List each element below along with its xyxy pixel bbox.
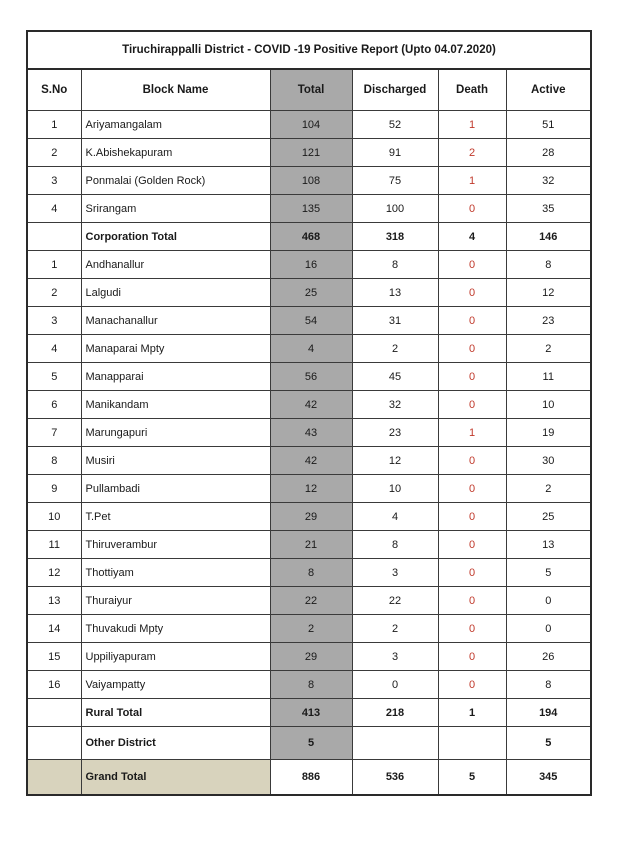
cell-total: 16 xyxy=(270,251,352,279)
cell-active: 30 xyxy=(506,447,590,475)
cell-total: 135 xyxy=(270,195,352,223)
table-row xyxy=(28,111,590,139)
cell-sno: 16 xyxy=(28,671,81,699)
cell-sno: 2 xyxy=(28,279,81,307)
cell-discharged: 22 xyxy=(352,587,438,615)
cell-active: 194 xyxy=(506,699,590,727)
covid-report-table xyxy=(26,30,592,796)
table-row xyxy=(28,391,590,419)
cell-active: 32 xyxy=(506,167,590,195)
cell-sno: 3 xyxy=(28,167,81,195)
cell-name: Musiri xyxy=(81,447,270,475)
cell-death: 0 xyxy=(438,671,506,699)
cell-sno xyxy=(28,699,81,727)
header-total: Total xyxy=(270,70,352,111)
cell-death: 0 xyxy=(438,615,506,643)
cell-active: 10 xyxy=(506,391,590,419)
cell-total: 121 xyxy=(270,139,352,167)
cell-death: 0 xyxy=(438,531,506,559)
cell-discharged: 13 xyxy=(352,279,438,307)
header-active: Active xyxy=(506,70,590,111)
cell-active: 5 xyxy=(506,727,590,760)
cell-total: 8 xyxy=(270,671,352,699)
cell-active: 146 xyxy=(506,223,590,251)
report-body xyxy=(28,111,590,795)
cell-total: 29 xyxy=(270,503,352,531)
cell-discharged: 100 xyxy=(352,195,438,223)
cell-total: 104 xyxy=(270,111,352,139)
cell-discharged: 2 xyxy=(352,335,438,363)
cell-name: Rural Total xyxy=(81,699,270,727)
cell-total: 21 xyxy=(270,531,352,559)
cell-active: 51 xyxy=(506,111,590,139)
cell-discharged: 3 xyxy=(352,559,438,587)
cell-discharged: 0 xyxy=(352,671,438,699)
cell-name: Pullambadi xyxy=(81,475,270,503)
cell-active: 2 xyxy=(506,335,590,363)
cell-sno: 4 xyxy=(28,195,81,223)
cell-total: 56 xyxy=(270,363,352,391)
rural-total-row xyxy=(28,699,590,727)
cell-total: 413 xyxy=(270,699,352,727)
cell-active: 8 xyxy=(506,251,590,279)
cell-death: 1 xyxy=(438,699,506,727)
cell-active: 5 xyxy=(506,559,590,587)
cell-name: Manaparai Mpty xyxy=(81,335,270,363)
cell-active: 0 xyxy=(506,615,590,643)
cell-name: Manikandam xyxy=(81,391,270,419)
cell-name: Marungapuri xyxy=(81,419,270,447)
cell-discharged: 218 xyxy=(352,699,438,727)
cell-sno: 1 xyxy=(28,251,81,279)
table-row xyxy=(28,363,590,391)
cell-sno: 5 xyxy=(28,363,81,391)
cell-death: 4 xyxy=(438,223,506,251)
cell-total: 108 xyxy=(270,167,352,195)
cell-death: 1 xyxy=(438,167,506,195)
cell-discharged: 91 xyxy=(352,139,438,167)
cell-sno: 10 xyxy=(28,503,81,531)
cell-total: 4 xyxy=(270,335,352,363)
cell-name: Thiruverambur xyxy=(81,531,270,559)
cell-name: Grand Total xyxy=(81,760,270,795)
cell-name: Srirangam xyxy=(81,195,270,223)
table-row xyxy=(28,419,590,447)
cell-sno: 12 xyxy=(28,559,81,587)
cell-sno: 9 xyxy=(28,475,81,503)
table-row xyxy=(28,335,590,363)
cell-name: Ponmalai (Golden Rock) xyxy=(81,167,270,195)
corporation-total-row xyxy=(28,223,590,251)
cell-sno: 15 xyxy=(28,643,81,671)
cell-death: 0 xyxy=(438,363,506,391)
cell-sno xyxy=(28,760,81,795)
table-row xyxy=(28,559,590,587)
cell-name: Vaiyampatty xyxy=(81,671,270,699)
cell-death: 0 xyxy=(438,447,506,475)
cell-name: Other District xyxy=(81,727,270,760)
cell-name: Lalgudi xyxy=(81,279,270,307)
cell-discharged: 23 xyxy=(352,419,438,447)
cell-total: 42 xyxy=(270,391,352,419)
cell-name: Manachanallur xyxy=(81,307,270,335)
grand-total-row xyxy=(28,760,590,795)
cell-discharged: 8 xyxy=(352,251,438,279)
cell-death: 0 xyxy=(438,391,506,419)
cell-active: 8 xyxy=(506,671,590,699)
cell-discharged: 8 xyxy=(352,531,438,559)
cell-total: 12 xyxy=(270,475,352,503)
cell-name: K.Abishekapuram xyxy=(81,139,270,167)
cell-total: 25 xyxy=(270,279,352,307)
cell-total: 43 xyxy=(270,419,352,447)
cell-active: 345 xyxy=(506,760,590,795)
cell-discharged: 4 xyxy=(352,503,438,531)
cell-name: Thottiyam xyxy=(81,559,270,587)
cell-total: 22 xyxy=(270,587,352,615)
table-row xyxy=(28,531,590,559)
cell-death: 5 xyxy=(438,760,506,795)
header-row xyxy=(28,70,590,111)
cell-death: 0 xyxy=(438,475,506,503)
header-discharged: Discharged xyxy=(352,70,438,111)
cell-discharged: 2 xyxy=(352,615,438,643)
cell-death: 0 xyxy=(438,251,506,279)
table-row xyxy=(28,671,590,699)
cell-death: 1 xyxy=(438,419,506,447)
cell-active: 26 xyxy=(506,643,590,671)
cell-discharged: 32 xyxy=(352,391,438,419)
cell-name: Uppiliyapuram xyxy=(81,643,270,671)
cell-death: 0 xyxy=(438,503,506,531)
cell-total: 8 xyxy=(270,559,352,587)
table-row xyxy=(28,167,590,195)
table-row xyxy=(28,587,590,615)
cell-active: 12 xyxy=(506,279,590,307)
table-row xyxy=(28,447,590,475)
cell-sno: 1 xyxy=(28,111,81,139)
cell-death xyxy=(438,727,506,760)
cell-discharged: 31 xyxy=(352,307,438,335)
cell-sno: 11 xyxy=(28,531,81,559)
table-row xyxy=(28,475,590,503)
table-row xyxy=(28,139,590,167)
table-row xyxy=(28,503,590,531)
cell-active: 0 xyxy=(506,587,590,615)
cell-death: 0 xyxy=(438,643,506,671)
cell-discharged: 3 xyxy=(352,643,438,671)
table-row xyxy=(28,307,590,335)
cell-active: 19 xyxy=(506,419,590,447)
cell-total: 5 xyxy=(270,727,352,760)
cell-sno xyxy=(28,223,81,251)
cell-discharged: 318 xyxy=(352,223,438,251)
cell-death: 0 xyxy=(438,335,506,363)
cell-discharged: 10 xyxy=(352,475,438,503)
table-row xyxy=(28,615,590,643)
cell-discharged: 52 xyxy=(352,111,438,139)
cell-total: 886 xyxy=(270,760,352,795)
cell-death: 0 xyxy=(438,195,506,223)
cell-sno: 3 xyxy=(28,307,81,335)
cell-discharged: 536 xyxy=(352,760,438,795)
header-sno: S.No xyxy=(28,70,81,111)
cell-active: 28 xyxy=(506,139,590,167)
cell-total: 54 xyxy=(270,307,352,335)
cell-discharged xyxy=(352,727,438,760)
cell-name: Thuraiyur xyxy=(81,587,270,615)
table-row xyxy=(28,643,590,671)
cell-name: Thuvakudi Mpty xyxy=(81,615,270,643)
cell-discharged: 45 xyxy=(352,363,438,391)
cell-active: 11 xyxy=(506,363,590,391)
report-grid xyxy=(28,70,590,794)
cell-death: 0 xyxy=(438,559,506,587)
cell-death: 1 xyxy=(438,111,506,139)
cell-name: T.Pet xyxy=(81,503,270,531)
cell-name: Andhanallur xyxy=(81,251,270,279)
table-row xyxy=(28,279,590,307)
cell-name: Corporation Total xyxy=(81,223,270,251)
cell-active: 25 xyxy=(506,503,590,531)
cell-total: 42 xyxy=(270,447,352,475)
report-title: Tiruchirappalli District - COVID -19 Positive Report (Upto 04.07.2020) xyxy=(28,32,590,70)
cell-total: 29 xyxy=(270,643,352,671)
other-district-row xyxy=(28,727,590,760)
cell-name: Manapparai xyxy=(81,363,270,391)
header-block-name: Block Name xyxy=(81,70,270,111)
cell-total: 468 xyxy=(270,223,352,251)
cell-sno: 8 xyxy=(28,447,81,475)
cell-sno xyxy=(28,727,81,760)
cell-death: 0 xyxy=(438,279,506,307)
header-death: Death xyxy=(438,70,506,111)
cell-active: 13 xyxy=(506,531,590,559)
cell-death: 0 xyxy=(438,307,506,335)
cell-death: 2 xyxy=(438,139,506,167)
cell-discharged: 12 xyxy=(352,447,438,475)
cell-name: Ariyamangalam xyxy=(81,111,270,139)
cell-sno: 6 xyxy=(28,391,81,419)
table-row xyxy=(28,195,590,223)
cell-active: 23 xyxy=(506,307,590,335)
cell-discharged: 75 xyxy=(352,167,438,195)
cell-death: 0 xyxy=(438,587,506,615)
cell-sno: 14 xyxy=(28,615,81,643)
cell-total: 2 xyxy=(270,615,352,643)
table-row xyxy=(28,251,590,279)
cell-active: 35 xyxy=(506,195,590,223)
cell-sno: 2 xyxy=(28,139,81,167)
cell-sno: 4 xyxy=(28,335,81,363)
cell-sno: 13 xyxy=(28,587,81,615)
cell-sno: 7 xyxy=(28,419,81,447)
cell-active: 2 xyxy=(506,475,590,503)
